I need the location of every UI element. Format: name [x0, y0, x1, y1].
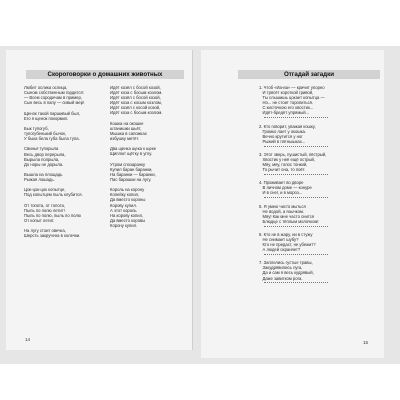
- tongue-twister: [24, 111, 84, 121]
- riddle-line: 4. Проживает во дворе: [259, 180, 304, 186]
- riddle-line: 6. Кто не в жару, ни в стужу: [259, 231, 313, 237]
- riddle-line: То рычит она, то поёт.: [259, 167, 306, 173]
- riddle: [259, 232, 328, 255]
- riddle-line: Громко лает у окошка.: [259, 128, 307, 134]
- verse-line: Свинья тупорыла: [24, 146, 59, 152]
- verse-line: Корову купил.: [110, 202, 138, 208]
- riddle-line: Хвостик у неё ещё острый,: [259, 157, 315, 162]
- verse-line: — Всем сородичам в пример,: [24, 95, 83, 101]
- tongue-twister: [24, 172, 84, 182]
- riddle-line: А людей охраняет?: [259, 247, 301, 253]
- verse-line: Кошка на окошке: [110, 120, 144, 126]
- riddle: [259, 204, 328, 227]
- verse-line: А этот король: [110, 207, 137, 213]
- verse-line: Пас барашки на лугу.: [110, 176, 152, 182]
- right-page: [201, 50, 384, 358]
- verse-line: Сыном собственным гордится:: [24, 90, 84, 96]
- verse-line: Цок-цок-цок копытце,: [24, 187, 66, 193]
- answer-line[interactable]: [264, 226, 328, 227]
- riddle-line: Закудрявились луга,: [259, 265, 303, 271]
- answer-line[interactable]: [264, 146, 328, 147]
- riddle-line: Да и сам я весь кудрявый,: [259, 270, 314, 276]
- verse-line: Любит ослика ослица,: [24, 85, 68, 90]
- riddles-column: [259, 85, 328, 289]
- verse-line: На баранки — баранки,: [110, 171, 156, 177]
- verse-line: Идёт коза с косым козлом,: [110, 100, 162, 106]
- right-page-title: Отгадай загадки: [238, 70, 380, 79]
- tongue-twister: [110, 162, 162, 182]
- riddle-line: Кто не предаст, не убежит?: [259, 242, 316, 248]
- verse-line: тупогубенький бычок,: [24, 131, 67, 137]
- verse-line: Да вместо коровы: [110, 217, 146, 223]
- tongue-twister: [24, 228, 84, 238]
- riddle: [259, 124, 328, 147]
- verse-line: На лугу стоит овечка,: [24, 228, 66, 234]
- tongue-twister: [24, 85, 84, 105]
- left-page-number: 14: [25, 337, 31, 342]
- riddle-line: Идёт-бредёт упрямый...: [259, 110, 310, 116]
- verse-line: Король на корону: [110, 187, 145, 193]
- left-column-2: [110, 85, 162, 233]
- answer-line[interactable]: [264, 282, 328, 283]
- riddle-line: И трясёт короткой гривой,: [259, 90, 314, 96]
- verse-line: Идёт козёл с босой козой,: [110, 85, 161, 90]
- riddle: [259, 85, 328, 118]
- riddle-line: Рыжий в пятнышках...: [259, 138, 306, 144]
- right-page-number: 15: [363, 340, 369, 345]
- verse-line: избушку метёт.: [110, 136, 140, 142]
- verse-line: От копыт летит.: [24, 218, 55, 223]
- riddle-line: С кисточкою его хвостик...: [259, 105, 314, 111]
- verse-line: Купил баран баранки,: [110, 166, 153, 172]
- riddle-line: И в снег, и в мороз...: [259, 190, 303, 196]
- riddle-line: 7. Заплелись густые травы,: [259, 260, 313, 266]
- tongue-twister: [110, 85, 162, 116]
- tongue-twister: [24, 187, 84, 197]
- verse-line: Шерсть закручена в колечки.: [24, 233, 81, 239]
- verse-line: Пыль по полю, пыль по полю: [24, 212, 81, 218]
- verse-line: От топота, от топота,: [24, 202, 65, 208]
- verse-line: штанишки шьёт,: [110, 125, 142, 131]
- verse-line: Пыль по полю летит!: [24, 207, 65, 213]
- riddle: [259, 180, 328, 198]
- riddle: [259, 152, 328, 175]
- verse-line: Утром спозаранку: [110, 161, 146, 167]
- riddle-line: Мяу! Как мне часто снится: [259, 213, 315, 219]
- verse-line: Щиплют щётку в углу.: [110, 151, 153, 157]
- verse-line: У быка бела губа была тупа.: [24, 136, 80, 142]
- answer-line[interactable]: [264, 174, 328, 175]
- verse-line: Мышка в сапожках: [110, 130, 147, 136]
- left-column-1: [24, 85, 84, 244]
- answer-line[interactable]: [264, 254, 328, 255]
- verse-line: Копейку копил,: [110, 192, 140, 198]
- riddle-line: 3. Этот зверь, пушистый, пёстрый,: [259, 151, 327, 157]
- riddle-line: Не снимает шубу?: [259, 236, 299, 242]
- verse-line: Да вместо короны: [110, 197, 146, 203]
- tongue-twister: [24, 203, 84, 223]
- verse-line: Под копытцем пыль клубится.: [24, 192, 83, 198]
- verse-line: Идёт козёл с босой козой,: [110, 95, 161, 101]
- verse-line: Его я щенок покормил.: [24, 115, 69, 121]
- tongue-twister: [110, 121, 162, 141]
- verse-line: Рыжая лошадь.: [24, 177, 55, 183]
- tongue-twister: [24, 146, 84, 166]
- verse-line: Идёт коза с босым козлом.: [110, 90, 163, 96]
- verse-line: Весь двор перерыла,: [24, 151, 66, 157]
- answer-line[interactable]: [264, 117, 328, 118]
- left-page: [6, 50, 193, 350]
- verse-line: Идёт коза с босым козлом.: [110, 110, 163, 116]
- riddle-line: Даже завитком рога.: [259, 275, 303, 281]
- riddle-line: 5. Я умею чисто мыться: [259, 203, 306, 209]
- verse-line: До норы не дорыла.: [24, 161, 64, 167]
- answer-line[interactable]: [264, 197, 328, 198]
- riddle-line: Ты слышишь цокает копытца —: [259, 95, 325, 101]
- verse-line: Бык тупогуб,: [24, 125, 49, 131]
- riddle-line: 1. Чтоб «Иа-иа» — кричит упорно: [259, 85, 325, 90]
- riddle: [259, 260, 328, 283]
- riddle-line: Мяу, мяу, голос тонкий,: [259, 162, 308, 168]
- verse-line: Вышла на площадь: [24, 171, 63, 177]
- verse-line: Два щенка щека к щеке: [110, 146, 157, 152]
- verse-line: Корону купил.: [110, 222, 138, 228]
- riddle-line: В личном доме — конуре: [259, 185, 312, 191]
- verse-line: Сын весь в папу — сивый мер!: [24, 100, 85, 106]
- riddle-line: Но... не стоит торопиться.: [259, 100, 314, 106]
- tongue-twister: [110, 187, 162, 228]
- verse-line: Вырыла полрыла,: [24, 156, 60, 162]
- riddle-line: Не водой, а язычком.: [259, 208, 304, 214]
- tongue-twister: [24, 126, 84, 141]
- tongue-twister: [110, 146, 162, 156]
- riddle-line: Вечно крутится у ног: [259, 133, 303, 139]
- verse-line: Щенок такой паршивый был,: [24, 110, 81, 116]
- riddle-line: 2. Кто говорит, уважая кошку,: [259, 123, 316, 129]
- left-page-title: Скороговорки о домашних животных: [26, 70, 184, 79]
- verse-line: На корову копил,: [110, 212, 144, 218]
- verse-line: Идёт козёл с косой козой,: [110, 105, 161, 111]
- riddle-line: Блюдце с тёплым молочком!: [259, 218, 319, 224]
